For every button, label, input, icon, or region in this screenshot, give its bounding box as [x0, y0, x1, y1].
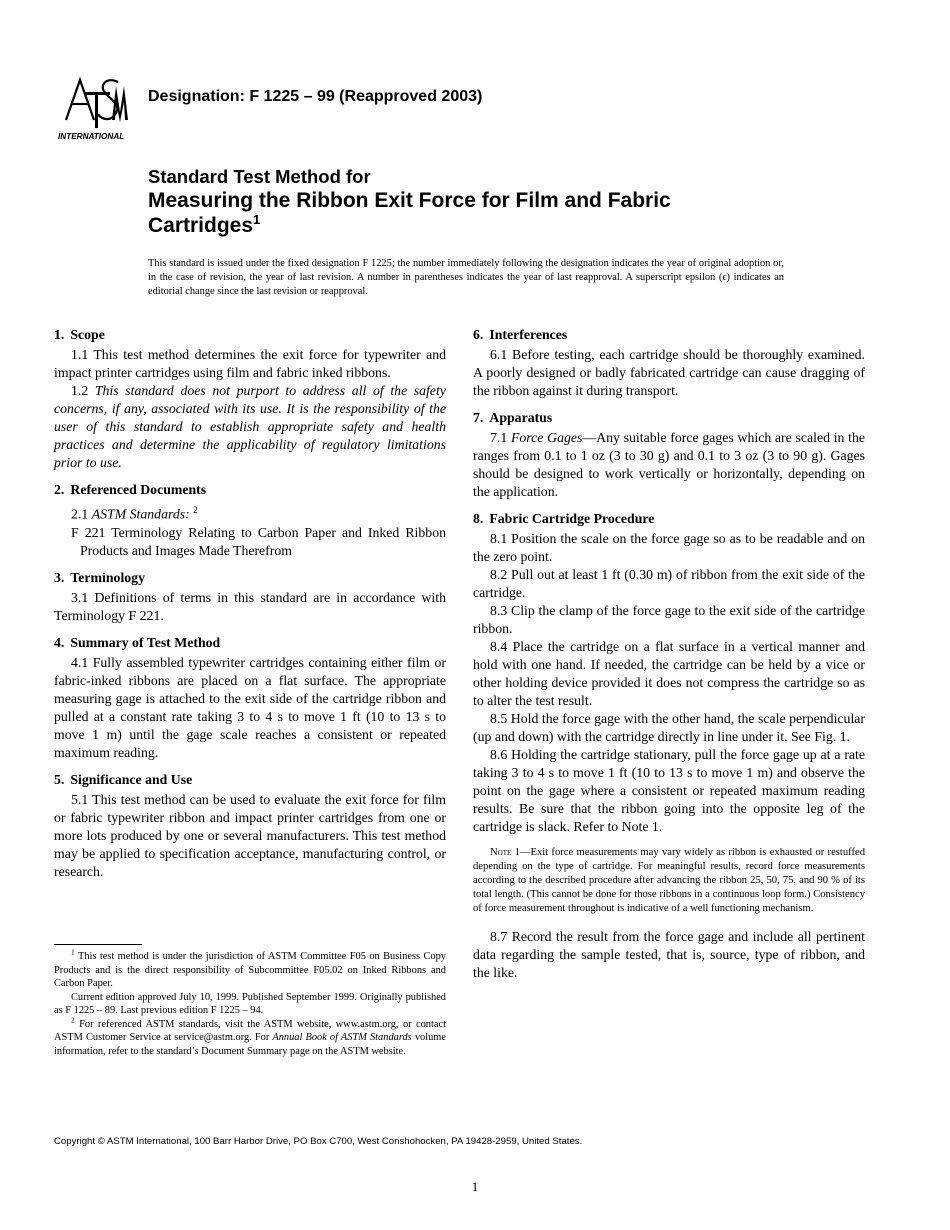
section-heading-interferences — [473, 326, 865, 344]
section-number: 2. — [54, 482, 65, 497]
paragraph-number: 7.1 — [490, 430, 508, 445]
section-heading-significance — [54, 771, 446, 789]
section-title: Referenced Documents — [70, 482, 207, 497]
svg-text:INTERNATIONAL: INTERNATIONAL — [58, 132, 125, 141]
paragraph-3-1: 3.1 Definitions of terms in this standard are in accordance with Terminology F 221. — [54, 589, 446, 623]
astm-logo — [56, 72, 136, 142]
designation: Designation: F 1225 – 99 (Reapproved 2003) — [148, 88, 483, 105]
section-heading-procedure — [473, 510, 865, 528]
force-gages-label: Force Gages — [510, 430, 583, 445]
title-block — [148, 166, 848, 238]
section-heading-summary — [54, 634, 446, 652]
section-title: Significance and Use — [70, 771, 193, 787]
footnote-book-title: Annual Book of ASTM Standards — [272, 1032, 412, 1043]
section-title: Fabric Cartridge Procedure — [489, 511, 655, 526]
footnote-rule — [54, 944, 142, 945]
safety-caveat: This standard does not purport to address all of the safety concerns, if any, associated with its use. It is the responsibility of the user of this standard to establish appropriate safety and health practices and determine the applicability of regulatory limitations prior to use. — [54, 383, 446, 470]
footnote-text: This test method is under the jurisdiction of ASTM Committee F05 on Business Copy Products and is the direct responsibility of Subcommittee F05.02 on Inked Ribbons and Carbon Paper. — [54, 951, 446, 989]
footnote-2 — [54, 1015, 446, 1059]
paragraph-6-1: 6.1 Before testing, each cartridge should be thoroughly examined. A poorly designed or badly fabricated cartridge can cause dragging of the ribbon against it during transport. — [473, 347, 865, 398]
footnote-mark: 2 — [71, 1015, 75, 1025]
footnote-1 — [54, 947, 446, 991]
section-number: 1. — [54, 327, 65, 342]
note-label: Note 1 — [490, 847, 520, 858]
section-title: Summary of Test Method — [70, 634, 221, 650]
section-heading-apparatus — [473, 409, 865, 427]
paragraph-1-1: 1.1 This test method determines the exit force for typewriter and impact printer cartridges using film and fabric inked ribbons. — [54, 347, 446, 380]
paragraph-2-1 — [54, 501, 446, 524]
section-number: 7. — [473, 410, 484, 425]
title-footnote-mark: 1 — [253, 212, 261, 227]
section-number: 6. — [473, 327, 484, 342]
paragraph-1-2 — [54, 382, 446, 472]
title-line-3-text: Cartridges — [148, 214, 254, 237]
title-line-2: Measuring the Ribbon Exit Force for Film and Fabric — [148, 189, 671, 212]
paragraph-8-5: 8.5 Hold the force gage with the other hand, the scale perpendicular (up and down) with the cartridge directly in line under it. See Fig. 1. — [473, 711, 865, 744]
footnote-mark: 2 — [193, 505, 198, 515]
copyright-notice: Copyright © ASTM International, 100 Barr Harbor Drive, PO Box C700, West Conshohocken, PA 19428-2959, United States. — [54, 1136, 583, 1147]
footnote-mark: 1 — [71, 947, 75, 957]
section-number: 3. — [54, 569, 65, 585]
section-number: 8. — [473, 511, 484, 526]
footnotes — [54, 944, 446, 1058]
paragraph-number: 2.1 — [71, 506, 89, 522]
paragraph-8-7: 8.7 Record the result from the force gage and include all pertinent data regarding the sample tested, that is, source, type of ribbon, and the like. — [473, 929, 865, 980]
paragraph-8-3: 8.3 Clip the clamp of the force gage to the exit side of the cartridge ribbon. — [473, 603, 865, 636]
paragraph-8-4: 8.4 Place the cartridge on a flat surface in a vertical manner and hold with one hand. If needed, the cartridge can be held by a vice or other holding device provided it does not compress the cartridge so as to alter the test result. — [473, 639, 865, 708]
section-heading-terminology — [54, 569, 446, 587]
page-number: 1 — [471, 1179, 479, 1194]
paragraph-8-1: 8.1 Position the scale on the force gage so as to be readable and on the zero point. — [473, 531, 865, 564]
section-heading-scope — [54, 326, 446, 344]
section-title: Terminology — [70, 569, 145, 585]
footnote-text-end: volume information, refer to the standard’s Document Summary page on the ASTM website. — [54, 1032, 446, 1057]
section-number: 5. — [54, 771, 65, 787]
reference-f221: F 221 Terminology Relating to Carbon Paper and Inked Ribbon Products and Images Made Therefrom — [71, 524, 446, 558]
section-heading-referenced-documents — [54, 481, 446, 499]
note-1 — [473, 846, 865, 916]
paragraph-8-6: 8.6 Holding the cartridge stationary, pull the force gage up at a rate taking 3 to 4 s to move 1 ft (10 to 13 s to move 1 m) and observe the point on the gage where a consistent or repeated maximum reading results. Be sure that the ribbon going into the opposite leg of the cartridge is slack. Refer to Note 1. — [473, 747, 865, 834]
section-title: Interferences — [489, 327, 568, 342]
issuance-statement: This standard is issued under the fixed designation F 1225; the number immediately following the designation indicates the year of original adoption or, in the case of revision, the year of last revision. A number in parentheses indicates the year of last reapproval. A superscript epsilon (ϵ) indicates an editorial change since the last revision or reapproval. — [148, 258, 784, 297]
paragraph-8-2: 8.2 Pull out at least 1 ft (0.30 m) of ribbon from the exit side of the cartridge. — [473, 567, 865, 600]
note-text: —Exit force measurements may vary widely as ribbon is exhausted or restuffed depending on the type of cartridge. For meaningful results, record force measurements according to the described procedure after advancing the ribbon 25, 50, 75, and 90 % of its total length. (This cannot be done for those ribbons in a continuous loop form.) Consistency of force measurement throughout is indicative of a well functioning mechanism. — [473, 847, 866, 914]
paragraph-text: —Any suitable force gages which are scaled in the ranges from 0.1 to 1 oz (3 to 30 g) and 0.1 to 3 oz (3 to 90 g). Gages should be designed to work vertically or horizontally, depending on the application. — [473, 430, 865, 499]
footnote-1-continued: Current edition approved July 10, 1999. Published September 1999. Originally published as F 1225 – 89. Last previous edition F 1225 – 94. — [54, 991, 446, 1016]
astm-standards-label: ASTM Standards: — [91, 506, 190, 522]
section-number: 4. — [54, 634, 65, 650]
footnote-text: For referenced ASTM standards, visit the ASTM website, www.astm.org, or contact ASTM Customer Service at service@astm.org. For — [54, 1018, 446, 1043]
paragraph-4-1: 4.1 Fully assembled typewriter cartridges containing either film or fabric-inked ribbons are placed on a flat surface. The appropriate measuring gage is attached to the exit side of the cartridge ribbon and pulled at a constant rate taking 3 to 4 s to move 1 ft (10 to 13 s to move 1 m) until the gage scale reaches a consistent or repeated maximum reading. — [54, 654, 446, 760]
title-line-3 — [148, 213, 848, 238]
paragraph-5-1: 5.1 This test method can be used to evaluate the exit force for film or fabric typewriter ribbon and impact printer cartridges from one or more lots produced by one or several manufacturers. This test method may be applied to specification acceptance, manufacturing control, or research. — [54, 791, 446, 879]
paragraph-7-1 — [473, 429, 865, 501]
section-title: Apparatus — [489, 410, 553, 425]
paragraph-number: 1.2 — [71, 383, 89, 398]
title-line-1: Standard Test Method for — [148, 166, 371, 187]
right-column — [473, 326, 865, 982]
section-title: Scope — [70, 327, 105, 342]
left-column — [54, 326, 446, 881]
